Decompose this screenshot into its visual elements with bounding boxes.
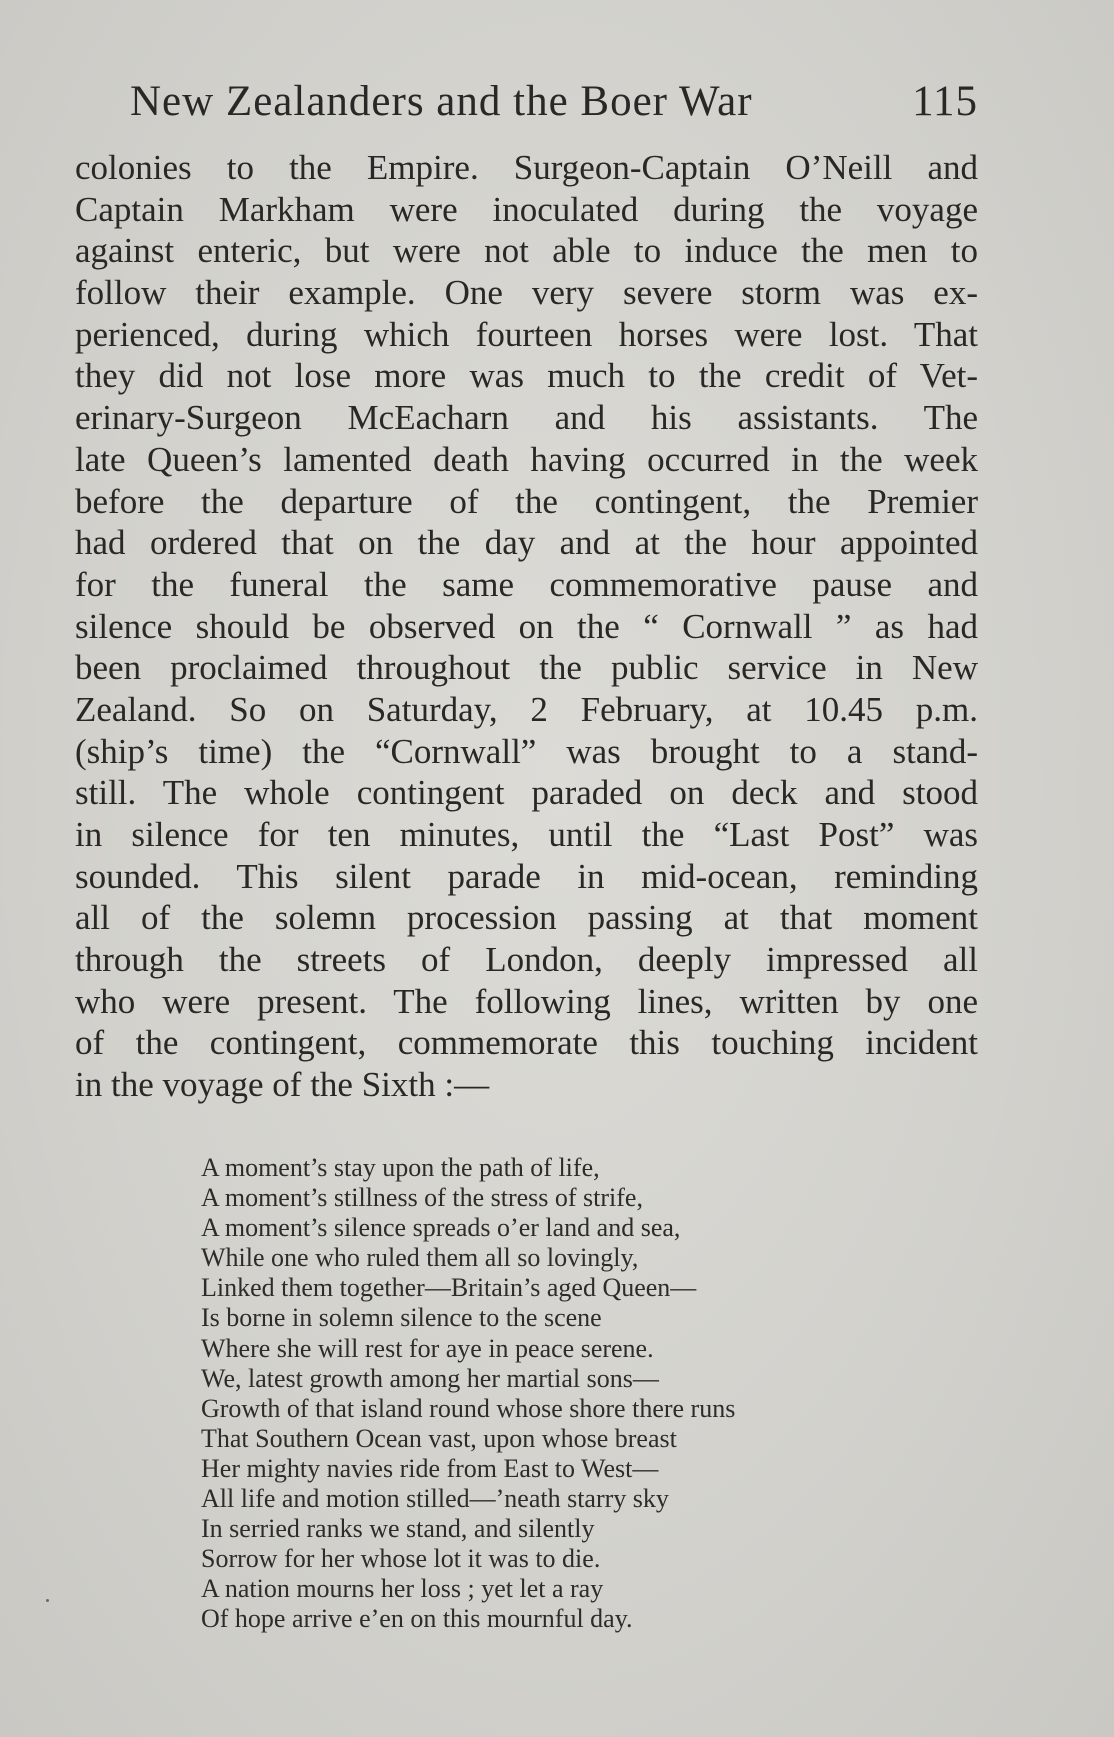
- poem-line: A moment’s silence spreads o’er land and sea,: [201, 1213, 681, 1243]
- poem-line: That Southern Ocean vast, upon whose breast: [201, 1423, 677, 1453]
- text-line: silence should be observed on the “ Cornwall ” as had: [75, 606, 978, 646]
- text-line: before the departure of the contingent, the Premier: [75, 481, 978, 521]
- text-line: all of the solemn procession passing at that moment: [75, 898, 978, 938]
- poem-line: While one who ruled them all so lovingly,: [201, 1243, 639, 1273]
- poem-line: Sorrow for her whose lot it was to die.: [201, 1544, 601, 1574]
- text-line: had ordered that on the day and at the hour appointed: [75, 523, 978, 563]
- poem-line: Her mighty navies ride from East to West—: [201, 1453, 659, 1483]
- poem-line: Where she will rest for aye in peace serene.: [201, 1333, 654, 1363]
- text-line: (ship’s time) the “Cornwall” was brought to a stand-: [75, 731, 978, 771]
- poem-line: In serried ranks we stand, and silently: [201, 1514, 595, 1544]
- text-line: perienced, during which fourteen horses were lost. That: [75, 314, 978, 354]
- text-line: sounded. This silent parade in mid-ocean, reminding: [75, 856, 978, 896]
- text-line: in silence for ten minutes, until the “Last Post” was: [75, 815, 978, 854]
- text-line: still. The whole contingent paraded on deck and stood: [75, 773, 978, 813]
- text-line: through the streets of London, deeply impressed all: [75, 940, 978, 980]
- text-line: who were present. The following lines, written by one: [75, 981, 978, 1021]
- text-line: Zealand. So on Saturday, 2 February, at 10.45 p.m.: [75, 689, 978, 729]
- poem-line: A moment’s stillness of the stress of strife,: [201, 1183, 643, 1213]
- poem-line: A nation mourns her loss ; yet let a ray: [201, 1574, 604, 1604]
- text-line: follow their example. One very severe storm was ex-: [75, 273, 978, 313]
- poem-line: Of hope arrive e’en on this mournful day.: [201, 1604, 633, 1634]
- text-line: in the voyage of the Sixth :—: [75, 1065, 490, 1105]
- poem-line: All life and motion stilled—’neath starry sky: [201, 1484, 669, 1514]
- text-line: erinary-Surgeon McEacharn and his assistants. The: [75, 398, 978, 438]
- text-line: against enteric, but were not able to induce the men to: [75, 231, 978, 271]
- poem-line: Linked them together—Britain’s aged Queen—: [201, 1273, 697, 1303]
- poem-line: A moment’s stay upon the path of life,: [201, 1153, 600, 1182]
- running-head: [130, 72, 978, 132]
- text-line: colonies to the Empire. Surgeon-Captain O’Neill and: [75, 148, 978, 187]
- text-line: of the contingent, commemorate this touching incident: [75, 1023, 978, 1063]
- text-line: Captain Markham were inoculated during the voyage: [75, 189, 978, 229]
- poem: [201, 1153, 961, 1635]
- text-line: for the funeral the same commemorative pause and: [75, 564, 978, 604]
- running-head-title: New Zealanders and the Boer War: [130, 78, 753, 125]
- page-number: 115: [912, 78, 978, 125]
- body-paragraph: [75, 147, 978, 1106]
- poem-line: Is borne in solemn silence to the scene: [201, 1303, 602, 1333]
- text-line: they did not lose more was much to the credit of Vet-: [75, 356, 978, 396]
- text-line: been proclaimed throughout the public service in New: [75, 648, 978, 688]
- poem-line: We, latest growth among her martial sons—: [201, 1363, 659, 1393]
- poem-line: Growth of that island round whose shore there runs: [201, 1393, 736, 1423]
- paper-speck: [46, 1599, 49, 1602]
- text-line: late Queen’s lamented death having occurred in the week: [75, 439, 978, 479]
